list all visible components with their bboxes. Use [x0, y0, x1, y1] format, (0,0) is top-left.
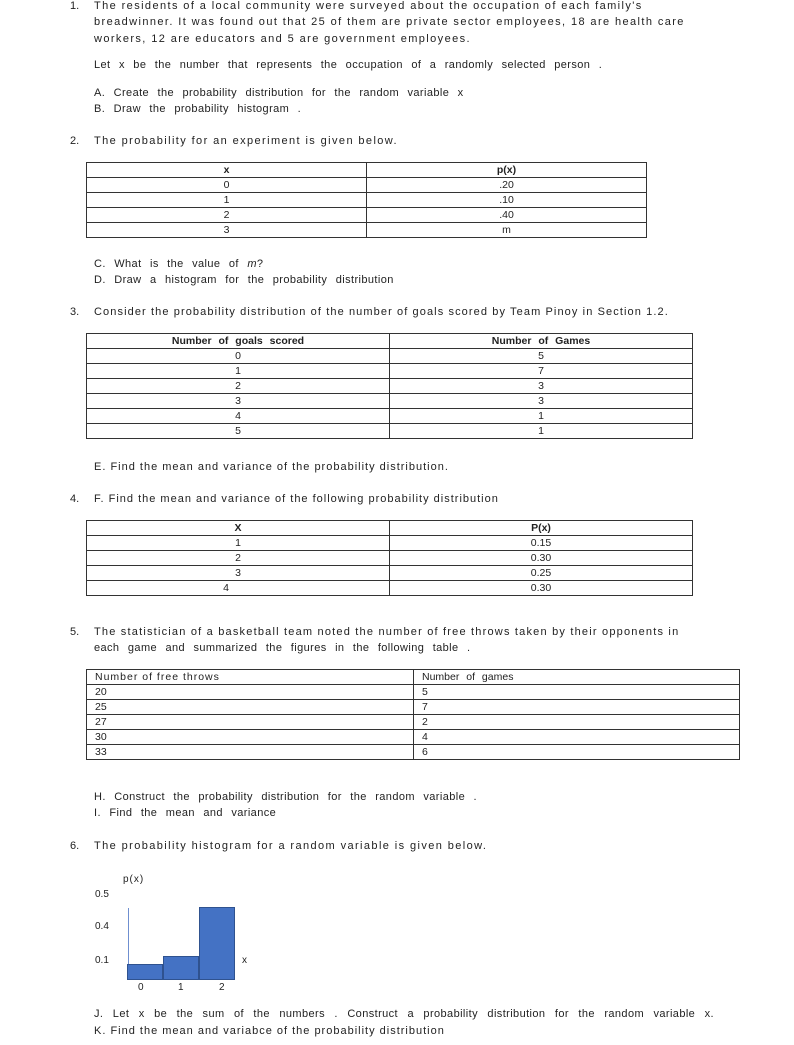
table-header-row — [87, 334, 693, 349]
table-cell: 3 — [87, 566, 390, 581]
x-tick-label: 1 — [178, 982, 184, 993]
table-header-row — [87, 163, 647, 178]
q3-header-goals: Number of goals scored — [87, 334, 390, 349]
q1-item-a: A. Create the probability distribution for the random variable x — [94, 87, 464, 99]
q1-line1: The residents of a local community were surveyed about the occupation of each family's — [94, 0, 643, 12]
table-cell: 20 — [87, 685, 414, 700]
table-cell: .20 — [367, 178, 647, 193]
table-row — [87, 223, 647, 238]
table-cell: 3 — [87, 223, 367, 238]
q5-item-i: I. Find the mean and variance — [94, 807, 277, 819]
q2-item-c — [94, 258, 263, 270]
q1-line3: workers, 12 are educators and 5 are government employees. — [94, 33, 471, 45]
q2-header-x: x — [87, 163, 367, 178]
table-cell: 3 — [390, 394, 693, 409]
q3-text: Consider the probability distribution of the number of goals scored by Team Pinoy in Section 1.2. — [94, 306, 669, 318]
histogram-bar — [199, 907, 235, 980]
table-row — [87, 409, 693, 424]
q6-item-k: K. Find the mean and variabce of the probability distribution — [94, 1025, 445, 1037]
q1-number: 1. — [70, 0, 80, 12]
q5-table — [86, 669, 740, 760]
table-row — [87, 536, 693, 551]
q2-item-d: D. Draw a histogram for the probability distribution — [94, 274, 394, 286]
table-row — [87, 178, 647, 193]
table-header-row — [87, 521, 693, 536]
table-row — [87, 581, 693, 596]
table-cell: 33 — [87, 745, 414, 760]
table-cell: .10 — [367, 193, 647, 208]
q2-item-c-pre: C. What is the value of — [94, 258, 248, 270]
table-cell: 1 — [390, 424, 693, 439]
table-cell: 0 — [87, 349, 390, 364]
q1-line2: breadwinner. It was found out that 25 of them are private sector employees, 18 are health care — [94, 16, 685, 28]
q3-table — [86, 333, 693, 439]
table-cell: 4 — [414, 730, 740, 745]
table-cell: 3 — [390, 379, 693, 394]
q3-item-e: E. Find the mean and variance of the probability distribution. — [94, 461, 449, 473]
q4-table — [86, 520, 693, 596]
table-row — [87, 745, 740, 760]
table-cell: 2 — [87, 379, 390, 394]
q5-item-h: H. Construct the probability distribution for the random variable . — [94, 791, 478, 803]
table-row — [87, 730, 740, 745]
table-cell: 7 — [414, 700, 740, 715]
q2-text: The probability for an experiment is given below. — [94, 135, 399, 147]
table-cell: 30 — [87, 730, 414, 745]
q5-header-throws: Number of free throws — [87, 670, 414, 685]
q2-item-c-post: ? — [256, 258, 264, 270]
table-cell: 4 — [87, 409, 390, 424]
table-cell: 5 — [414, 685, 740, 700]
q4-header-px: P(x) — [390, 521, 693, 536]
table-cell: 1 — [87, 364, 390, 379]
table-cell: 6 — [414, 745, 740, 760]
table-cell: 0.25 — [390, 566, 693, 581]
q6-text: The probability histogram for a random variable is given below. — [94, 840, 488, 852]
table-row — [87, 364, 693, 379]
q1-item-b: B. Draw the probability histogram . — [94, 103, 302, 115]
table-row — [87, 379, 693, 394]
y-axis-label: p(x) — [123, 874, 145, 885]
table-cell: 5 — [87, 424, 390, 439]
table-cell: 0 — [87, 178, 367, 193]
table-cell: 4 — [87, 581, 390, 596]
q6-item-j: J. Let x be the sum of the numbers . Construct a probability distribution for the random variable x. — [94, 1008, 715, 1020]
table-cell: 1 — [390, 409, 693, 424]
x-tick-label: 2 — [219, 982, 225, 993]
table-cell: 0.15 — [390, 536, 693, 551]
histogram-bar — [163, 956, 199, 980]
table-row — [87, 551, 693, 566]
q4-header-x: X — [87, 521, 390, 536]
table-cell: 27 — [87, 715, 414, 730]
q3-number: 3. — [70, 306, 80, 318]
q3-header-games: Number of Games — [390, 334, 693, 349]
table-cell: .40 — [367, 208, 647, 223]
q5-number: 5. — [70, 626, 80, 638]
y-tick-label: 0.5 — [95, 889, 109, 900]
table-row — [87, 424, 693, 439]
q1-let: Let x be the number that represents the occupation of a randomly selected person . — [94, 59, 603, 71]
table-header-row — [87, 670, 740, 685]
q2-table — [86, 162, 647, 238]
x-axis-label: x — [242, 955, 247, 966]
table-cell: m — [367, 223, 647, 238]
q4-number: 4. — [70, 493, 80, 505]
table-cell: 2 — [414, 715, 740, 730]
table-row — [87, 193, 647, 208]
table-row — [87, 394, 693, 409]
table-row — [87, 566, 693, 581]
table-cell: 0.30 — [390, 551, 693, 566]
q2-item-c-var: m — [247, 258, 257, 270]
table-cell: 3 — [87, 394, 390, 409]
y-tick-label: 0.1 — [95, 955, 109, 966]
q6-number: 6. — [70, 840, 80, 852]
table-cell: 1 — [87, 193, 367, 208]
q5-line1: The statistician of a basketball team noted the number of free throws taken by their opponents in — [94, 626, 680, 638]
table-row — [87, 208, 647, 223]
table-cell: 5 — [390, 349, 693, 364]
q5-line2: each game and summarized the figures in the following table . — [94, 642, 471, 654]
q5-header-games: Number of games — [414, 670, 740, 685]
table-cell: 1 — [87, 536, 390, 551]
table-cell: 2 — [87, 208, 367, 223]
table-row — [87, 685, 740, 700]
y-tick-label: 0.4 — [95, 921, 109, 932]
table-cell: 0.30 — [390, 581, 693, 596]
table-row — [87, 700, 740, 715]
table-cell: 7 — [390, 364, 693, 379]
table-row — [87, 349, 693, 364]
x-tick-label: 0 — [138, 982, 144, 993]
table-cell: 2 — [87, 551, 390, 566]
histogram-bar — [127, 964, 163, 980]
q2-header-px: p(x) — [367, 163, 647, 178]
table-row — [87, 715, 740, 730]
q2-number: 2. — [70, 135, 80, 147]
q4-text: F. Find the mean and variance of the following probability distribution — [94, 493, 499, 505]
table-cell: 25 — [87, 700, 414, 715]
